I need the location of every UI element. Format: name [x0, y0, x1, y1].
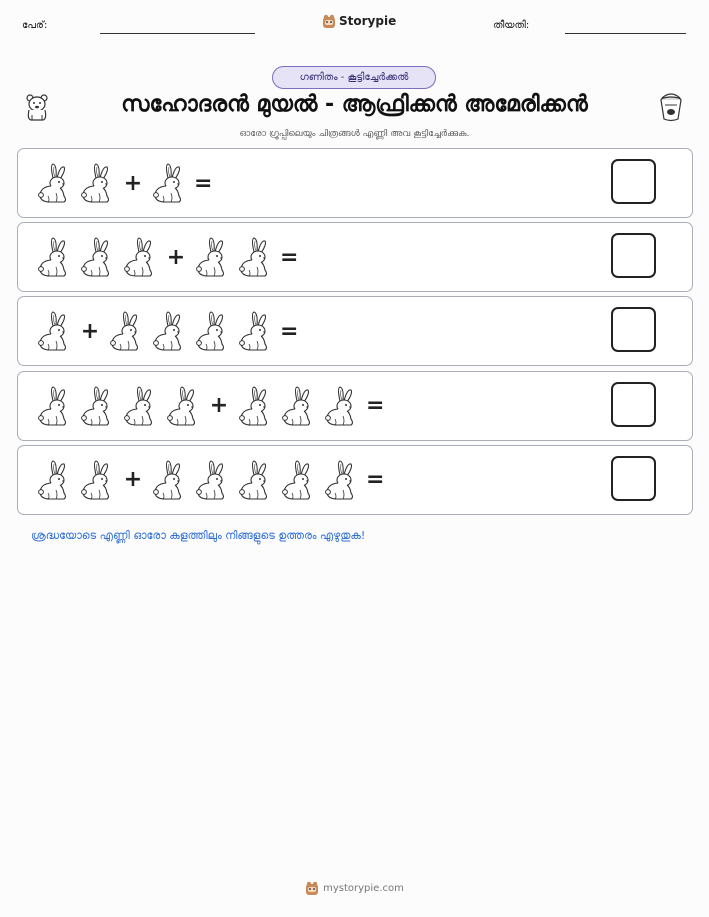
- storypie-logo-icon: [305, 880, 319, 896]
- rabbit-icon: [36, 386, 72, 426]
- name-line[interactable]: [100, 33, 255, 34]
- rabbit-icon: [237, 386, 273, 426]
- equals-sign: =: [280, 318, 299, 344]
- storypie-logo-icon: [322, 13, 336, 29]
- rabbit-icon: [237, 460, 273, 500]
- rabbit-icon: [280, 460, 316, 500]
- problem-list: [17, 148, 693, 519]
- rabbit-icon: [79, 386, 115, 426]
- rabbit-icon: [122, 386, 158, 426]
- rabbit-icon: [237, 237, 273, 277]
- problem-row: [17, 222, 693, 292]
- equation: [36, 372, 384, 440]
- page-title: സഹോദരൻ മുയൽ - ആഫ്രിക്കൻ അമേരിക്കൻ: [121, 92, 588, 117]
- problem-row: [17, 296, 693, 366]
- rabbit-icon: [79, 237, 115, 277]
- brand-name: Storypie: [339, 14, 397, 28]
- date-line[interactable]: [565, 33, 686, 34]
- rabbit-icon: [237, 311, 273, 351]
- answer-box[interactable]: [611, 382, 656, 427]
- footnote: ശ്രദ്ധയോടെ എണ്ണി ഓരോ കളത്തിലും നിങ്ങളുടെ ഉത്തരം എഴുതുക!: [31, 529, 366, 542]
- equals-sign: =: [366, 467, 385, 493]
- answer-box[interactable]: [611, 233, 656, 278]
- rabbit-icon: [194, 460, 230, 500]
- problem-row: [17, 371, 693, 441]
- rabbit-icon: [108, 311, 144, 351]
- rabbit-icon: [36, 311, 72, 351]
- footer-url: mystorypie.com: [323, 882, 404, 894]
- equation: [36, 297, 298, 365]
- worksheet-header: [0, 0, 709, 40]
- rabbit-icon: [194, 237, 230, 277]
- answer-box[interactable]: [611, 307, 656, 352]
- plus-sign: +: [166, 244, 186, 270]
- rabbit-icon: [151, 311, 187, 351]
- rabbit-icon: [165, 386, 201, 426]
- rabbit-icon: [36, 460, 72, 500]
- brand-logo: [322, 13, 396, 29]
- rabbit-icon: [323, 386, 359, 426]
- answer-box[interactable]: [611, 456, 656, 501]
- plus-sign: +: [80, 318, 100, 344]
- equation: [36, 149, 212, 217]
- rabbit-icon: [280, 386, 316, 426]
- date-label: തീയതി:: [493, 20, 530, 31]
- equation: [36, 446, 384, 514]
- equals-sign: =: [194, 170, 213, 196]
- name-label: പേര്:: [22, 20, 48, 31]
- answer-box[interactable]: [611, 159, 656, 204]
- rabbit-icon: [194, 311, 230, 351]
- plus-sign: +: [123, 170, 143, 196]
- equals-sign: =: [366, 393, 385, 419]
- subject-tag: ഗണിതം - കൂട്ടിച്ചേർക്കൽ: [272, 66, 436, 89]
- instructions: ഓരോ ഗ്രൂപ്പിലെയും ചിത്രങ്ങൾ എണ്ണി അവ കൂട്ടിച്ചേർക്കുക.: [239, 129, 470, 139]
- rabbit-icon: [36, 163, 72, 203]
- rabbit-icon: [79, 460, 115, 500]
- plus-sign: +: [209, 393, 229, 419]
- rabbit-icon: [151, 163, 187, 203]
- rabbit-icon: [36, 237, 72, 277]
- bucket-icon: [658, 92, 684, 122]
- rabbit-icon: [122, 237, 158, 277]
- plus-sign: +: [123, 467, 143, 493]
- equation: [36, 223, 298, 291]
- rabbit-icon: [151, 460, 187, 500]
- rabbit-icon: [323, 460, 359, 500]
- footer: [0, 880, 709, 896]
- problem-row: [17, 445, 693, 515]
- equals-sign: =: [280, 244, 299, 270]
- problem-row: [17, 148, 693, 218]
- rabbit-icon: [79, 163, 115, 203]
